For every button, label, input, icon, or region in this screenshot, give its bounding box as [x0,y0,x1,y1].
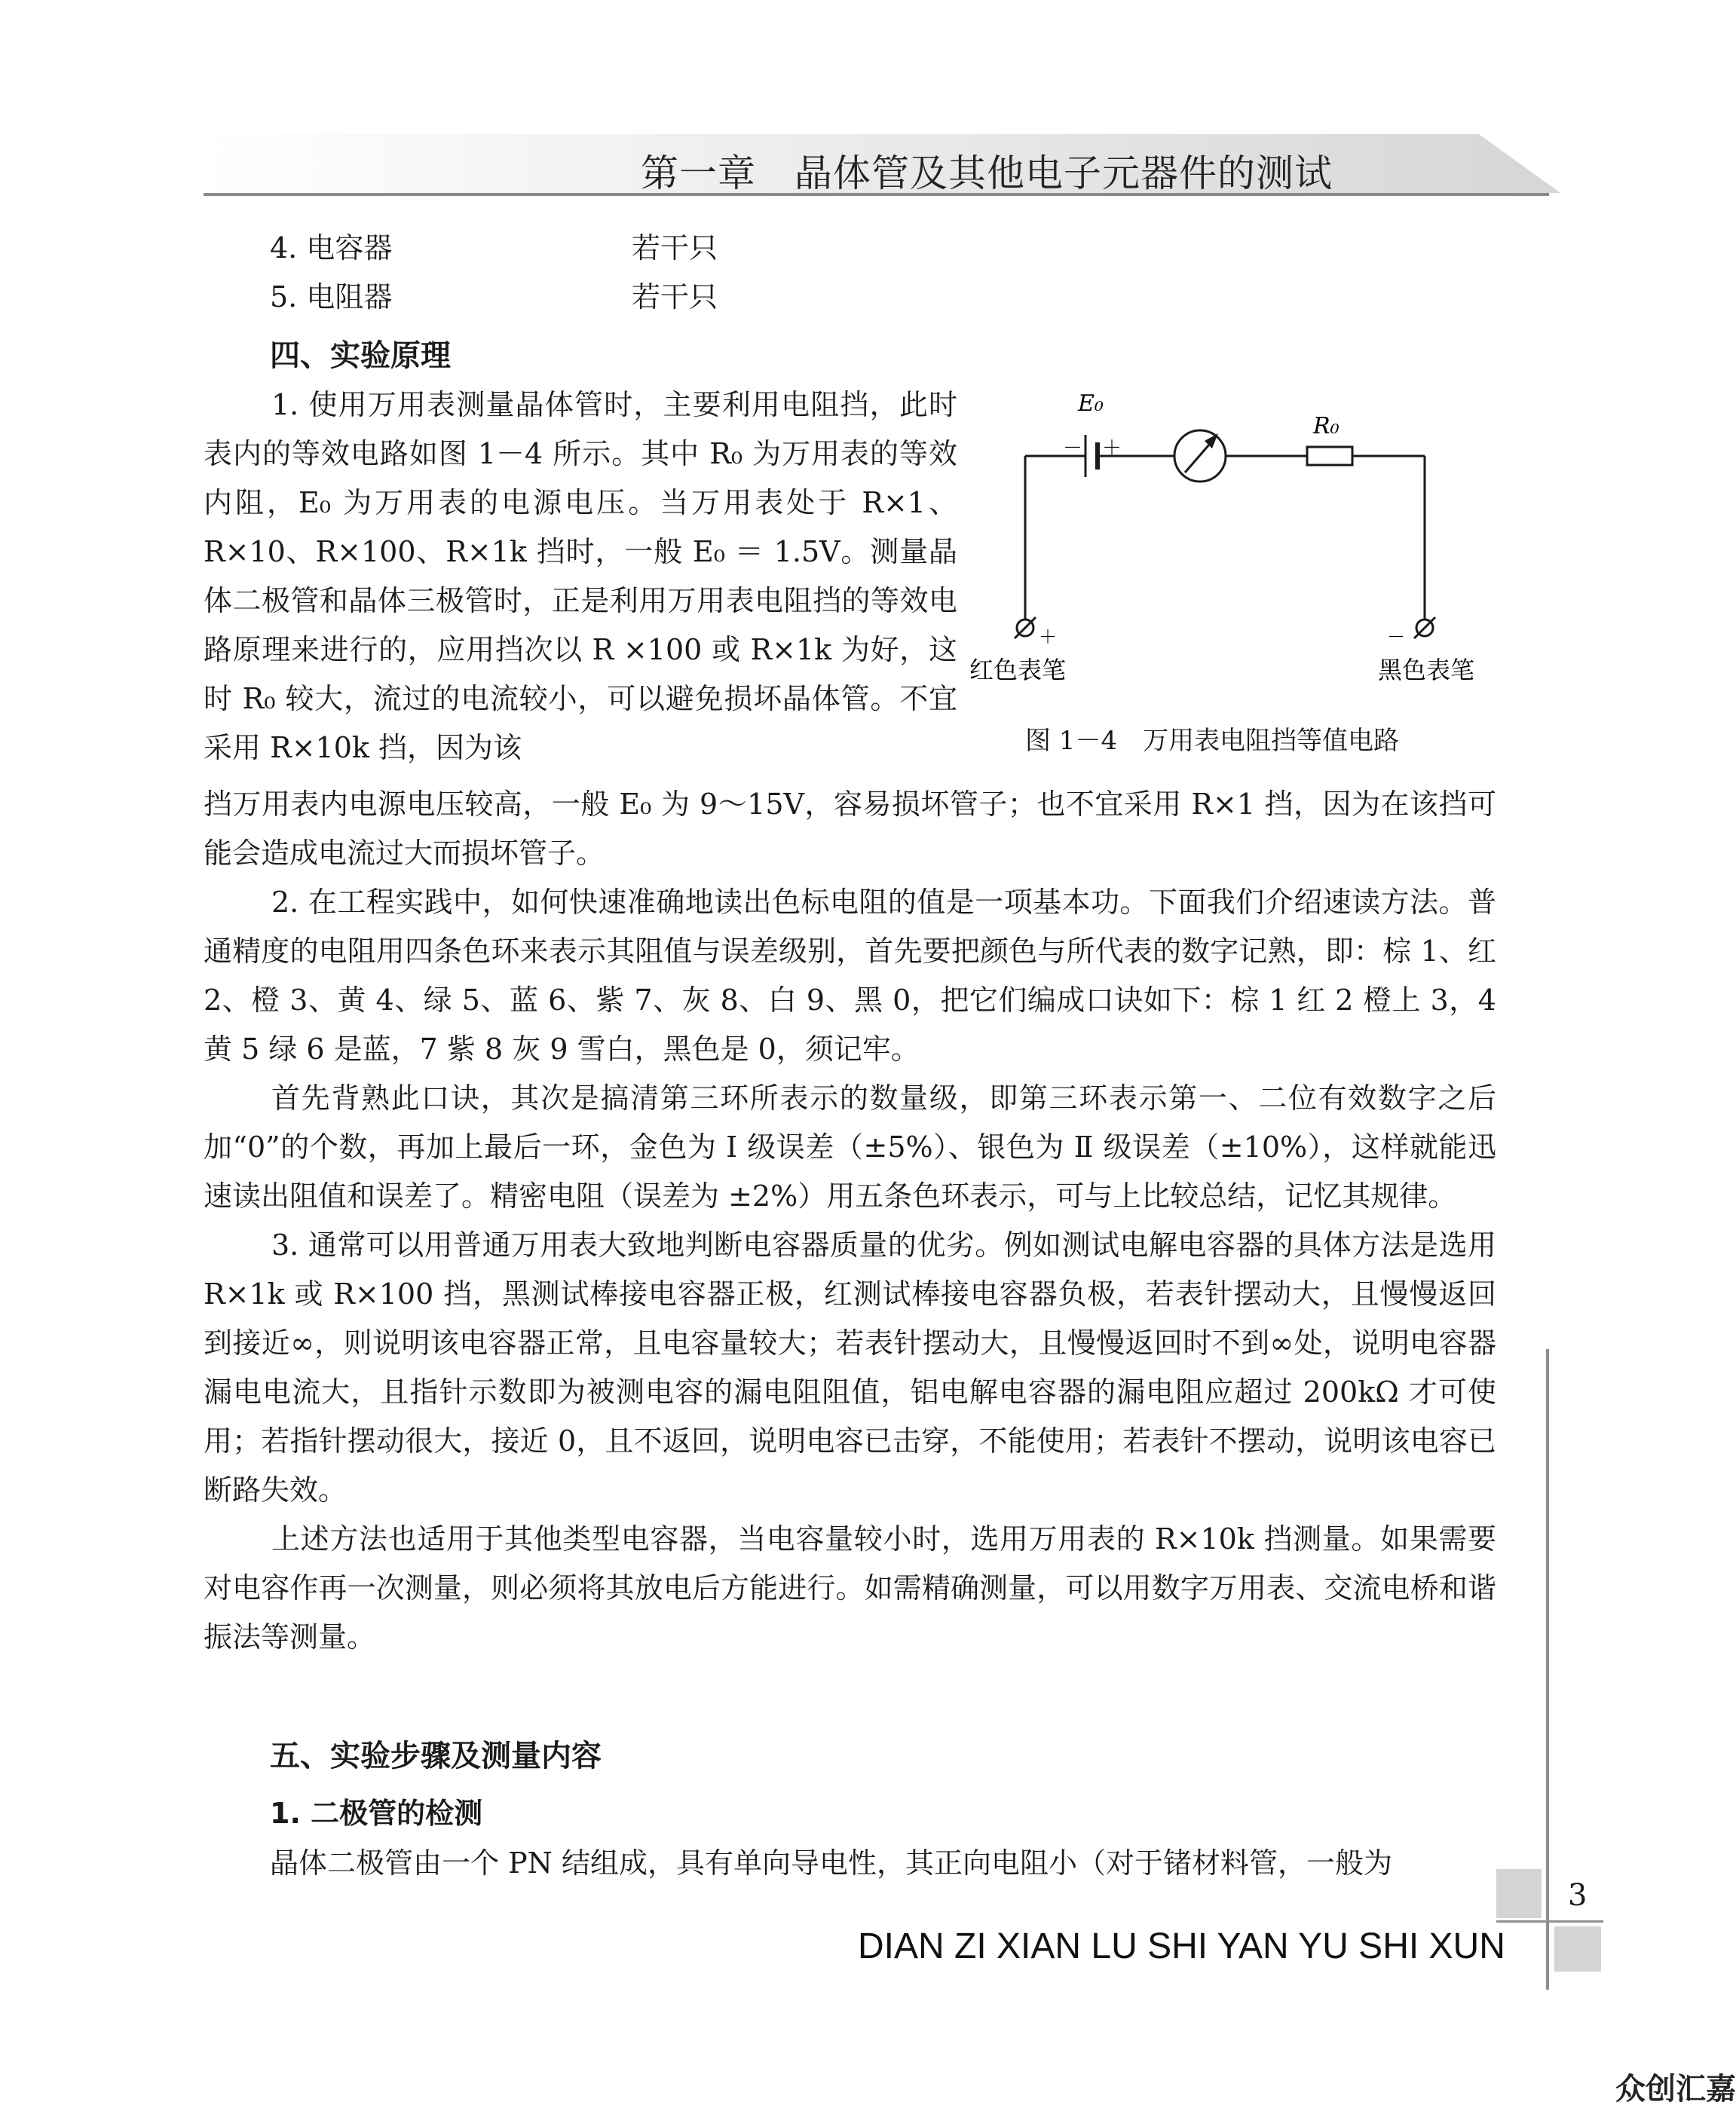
series-title: DIAN ZI XIAN LU SHI YAN YU SHI XUN [858,1926,1505,1966]
battery-icon [1085,435,1098,477]
list-item-qty: 若干只 [632,231,718,265]
list-item-qty: 若干只 [632,280,718,314]
meter-icon [1174,430,1226,482]
list-item [270,274,392,315]
r0-label: R₀ [1313,413,1340,439]
footer-shade-block [1496,1869,1542,1918]
black-probe-terminal-icon [1414,617,1435,638]
battery-plus-sign: ＋ [1102,437,1122,460]
list-item [270,225,392,266]
paragraph-principle-1 [204,381,957,773]
main-text [204,780,1496,1662]
circuit-figure [965,388,1523,690]
list-item-label: 4. 电容器 [270,231,393,265]
section-heading: 五、实验步骤及测量内容 [270,1739,602,1773]
resistor-icon [1307,447,1352,465]
black-probe-label: 黑色表笔 [1378,656,1475,684]
section-heading: 四、实验原理 [270,338,451,373]
paragraph-principle-2: 2. 在工程实践中，如何快速准确地读出色标电阻的值是一项基本功。下面我们介绍速读方法。普通精度的电阻用四条色环来表示其阻值与误差级别，首先要把颜色与所代表的数字记熟，即：棕 1、红 2、橙 3、黄 4、绿 5、蓝 6、紫 7、灰 8、白 9、黑 0，把它们编成口诀如下：棕 1 红 2 橙上 3，4 黄 5 绿 6 是蓝，7 紫 8 灰 9 雪白，黑色是 0，须记牢。 [204,886,1496,1066]
black-probe-minus-sign: － [1387,626,1405,647]
subsection-heading: 1. 二极管的检测 [270,1797,483,1830]
paragraph-principle-1-cont: 挡万用表内电源电压较高，一般 E₀ 为 9～15V，容易损坏管子；也不宜采用 R×1 挡，因为在该挡可能会造成电流过大而损坏管子。 [204,788,1496,870]
battery-minus-sign: － [1063,437,1083,460]
watermark: 众创汇嘉 [1615,2072,1736,2106]
red-probe-terminal-icon [1015,617,1036,638]
red-probe-plus-sign: ＋ [1039,626,1057,647]
e0-label: E₀ [1078,390,1104,417]
paragraph-principle-5: 上述方法也适用于其他类型电容器，当电容量较小时，选用万用表的 R×10k 挡测量。如果需要对电容作再一次测量，则必须将其放电后方能进行。如需精确测量，可以用数字万用表、交流电桥和谐振法等测量。 [204,1522,1496,1654]
list-item-label: 5. 电阻器 [270,280,393,314]
chapter-title: 第一章 晶体管及其他电子元器件的测试 [641,151,1333,195]
paragraph-text: 1. 使用万用表测量晶体管时，主要利用电阻挡，此时表内的等效电路如图 1－4 所示。其中 R₀ 为万用表的等效内阻，E₀ 为万用表的电源电压。当万用表处于 R×1、R×10、R×100、R×1k 挡时，一般 E₀ ＝ 1.5V。测量晶体二极管和晶体三极管时，正是利用万用表电阻挡的等效电路原理来进行的，应用挡次以 R ×100 或 R×1k 为好，这时 R₀ 较大，流过的电流较小，可以避免损坏晶体管。不宜采用 R×10k 挡，因为该 [204,388,957,764]
footer-horizontal-rule [1496,1920,1603,1923]
paragraph-diode: 晶体二极管由一个 PN 结组成，具有单向导电性，其正向电阻小（对于锗材料管，一般为 [270,1846,1392,1880]
footer-vertical-rule [1546,1349,1549,1990]
paragraph-principle-4: 3. 通常可以用普通万用表大致地判断电容器质量的优劣。例如测试电解电容器的具体方法是选用 R×1k 或 R×100 挡，黑测试棒接电容器正极，红测试棒接电容器负极，若表针摆动大，且慢慢返回到接近∞，则说明该电容器正常，且电容量较大；若表针摆动大，且慢慢返回时不到∞处，说明电容器漏电电流大，且指针示数即为被测电容的漏电阻阻值，铝电解电容器的漏电阻应超过 200kΩ 才可使用；若指针摆动很大，接近 0，且不返回，说明电容已击穿，不能使用；若表针不摆动，说明该电容已断路失效。 [204,1228,1496,1507]
circuit-wires [1025,456,1425,628]
red-probe-label: 红色表笔 [969,656,1067,684]
page-number: 3 [1568,1878,1588,1913]
figure-caption: 图 1－4 万用表电阻挡等值电路 [1025,726,1400,756]
footer-shade-block [1554,1926,1601,1972]
paragraph-principle-3: 首先背熟此口诀，其次是搞清第三环所表示的数量级，即第三环表示第一、二位有效数字之后加“0”的个数，再加上最后一环，金色为 Ⅰ 级误差（±5%）、银色为 Ⅱ 级误差（±10%），这样就能迅速读出阻值和误差了。精密电阻（误差为 ±2%）用五条色环表示，可与上比较总结，记忆其规律。 [204,1082,1496,1213]
